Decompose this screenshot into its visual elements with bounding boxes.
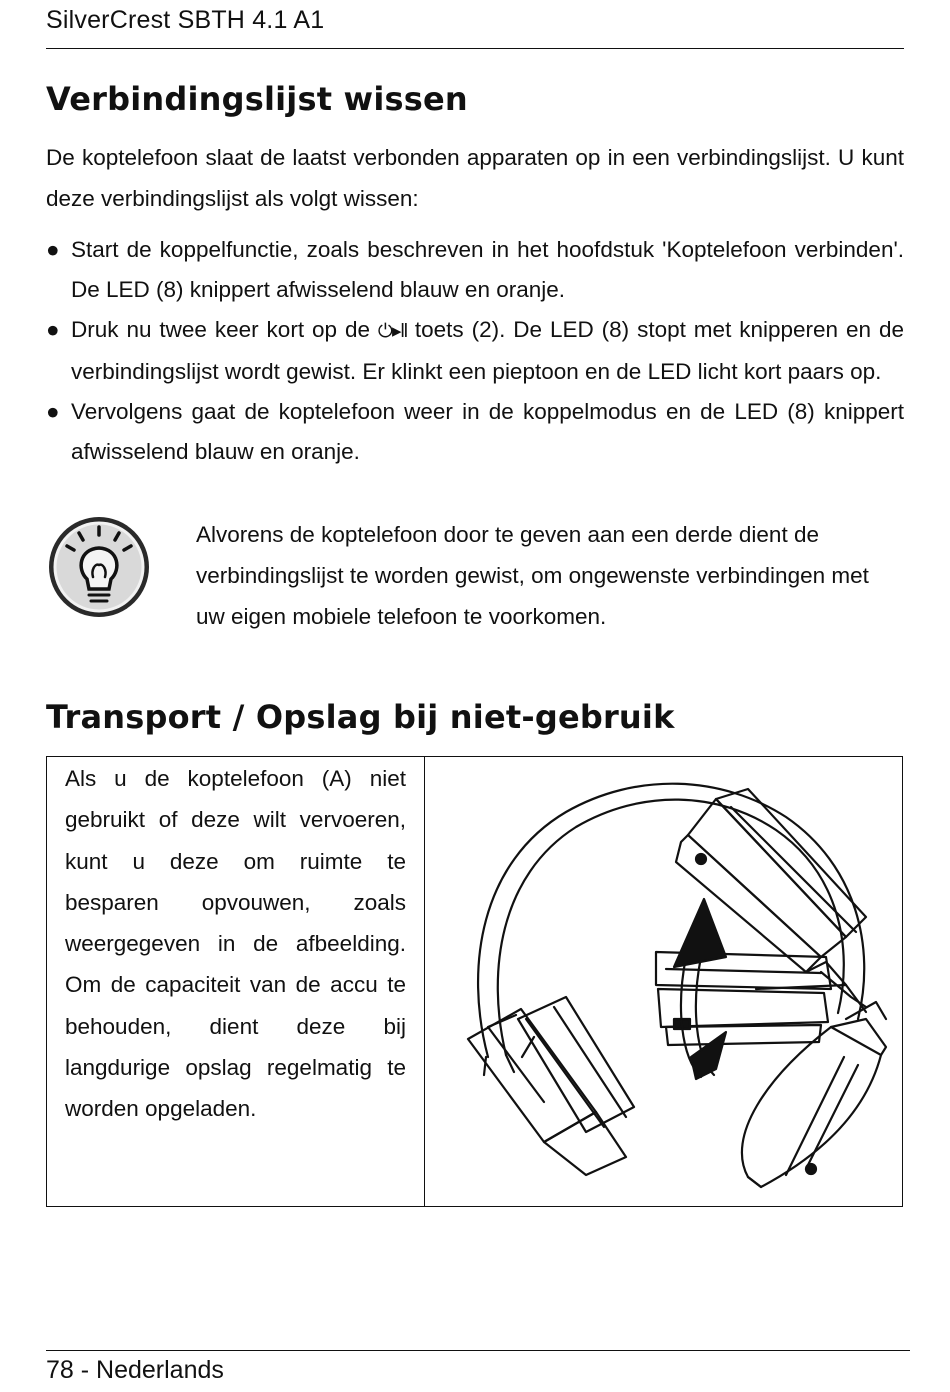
list-item: ● Druk nu twee keer kort op de ⏻▸ll toets (2). De LED (8) stopt met knipperen en de verbindingslijst wordt gewist. Er klinkt een pieptoon en de LED licht kort paars op.	[46, 310, 904, 392]
bullet-icon: ●	[46, 317, 60, 342]
lightbulb-icon	[47, 515, 151, 619]
headphones-folding-illustration	[426, 757, 902, 1205]
header-divider	[46, 48, 904, 49]
table-divider	[424, 757, 425, 1206]
bullet-icon: ●	[46, 237, 60, 262]
intro-paragraph: De koptelefoon slaat de laatst verbonden apparaten op in een verbindingslijst. U kunt deze verbindingslijst als volgt wissen:	[46, 145, 904, 211]
power-play-pause-icon: ⏻▸ll	[377, 321, 407, 342]
storage-paragraph: Als u de koptelefoon (A) niet gebruikt of deze wilt vervoeren, kunt u deze om ruimte te besparen opvouwen, zoals weergegeven in de afbeelding. Om de capaciteit van de accu te behouden, dient deze bij langdurige opslag regelmatig te worden opgeladen.	[65, 766, 406, 1122]
footer-divider	[46, 1350, 910, 1351]
bullet-icon: ●	[46, 399, 60, 424]
heading-clear-connection-list: Verbindingslijst wissen	[46, 80, 468, 118]
list-item: ● Start de koppelfunctie, zoals beschreven in het hoofdstuk 'Koptelefoon verbinden'. De LED (8) knippert afwisselend blauw en oranje.	[46, 230, 904, 310]
list-item: ● Vervolgens gaat de koptelefoon weer in de koppelmodus en de LED (8) knippert afwisselend blauw en oranje.	[46, 392, 904, 472]
instruction-list	[46, 230, 904, 472]
storage-table	[46, 756, 903, 1207]
heading-transport-storage: Transport / Opslag bij niet-gebruik	[46, 698, 675, 736]
page-footer: 78 - Nederlands	[46, 1356, 224, 1384]
page-header: SilverCrest SBTH 4.1 A1	[46, 6, 325, 34]
tip-paragraph: Alvorens de koptelefoon door te geven aan een derde dient de verbindingslijst te worden gewist, om ongewenste verbindingen met uw eigen mobiele telefoon te voorkomen.	[196, 522, 869, 629]
